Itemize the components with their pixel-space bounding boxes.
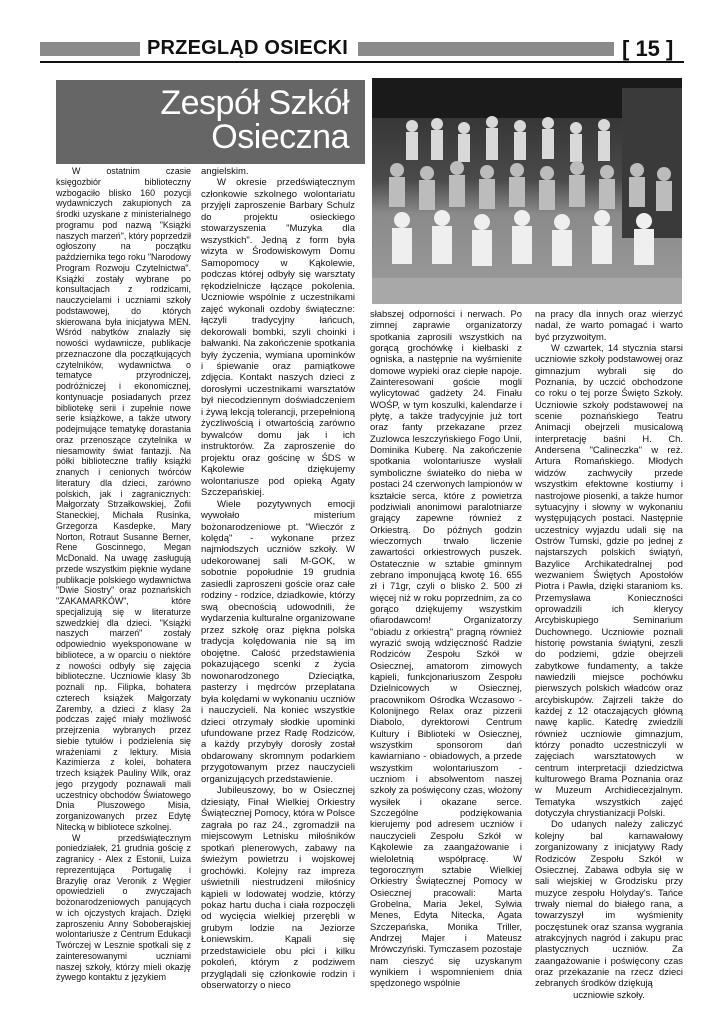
- header-bar-left: [40, 42, 140, 56]
- paragraph: angielskim.: [201, 166, 249, 177]
- newspaper-title: PRZEGLĄD OSIECKI: [147, 37, 348, 59]
- paragraph: W ostatnim czasie księgozbiór biblioteczny wzbogaciło blisko 160 pozycji wydawniczych zakupionych za środki uzyskane z ministerialnego programu pod nazwą "Książki naszych marzeń", który poprzedził ogłoszony na początku października tego roku "Narodowy Program Rozwoju Czytelnictwa". Książki zostały wybrane po konsultacjach z rodzicami, nauczycielami i uczniami szkoły podstawowej, do których skierowana była inicjatywa MEN. Wśród nabytków znalazły się nowości wydawnicze, publikacje przeznaczone dla początkujących czytelników, wydawnictwa o tematyce przyrodniczej, podróżniczej i ekonomicznej, kontynuacje posiadanych przez bibliotekę serii i zupełnie nowe serie książkowe, a także utwory podejmujące tematykę dorastania oraz przenoszące czytelnika w niesamowity świat fantazji. Na półki biblioteczne trafiły książki znanych i cenionych twórców literatury dla dzieci, zarówno polskich, jak i zagranicznych: Małgorzaty Strzałkowskiej, Zofii Staneckiej, Michała Rusinka, Grzegorza Kasdepke, Mary Norton, Rotraut Susanne Berner, Rene Goscinnego, Megan McDonald. Na uwagę zasługują przede wszystkim pięknie wydane publikacje polskiego wydawnictwa "Dwie Siostry" oraz poznańskich "ZAKAMARKÓW", które specjalizują się w literaturze szwedzkiej dla dzieci. "Książki naszych marzeń" zostały odpowiednio wyeksponowane w bibliotece, a w oparciu o niektóre z nowości odbyły się zajęcia biblioteczne. Uczniowie klasy 3b poznali np. Filipka, bohatera czterech książek Małgorzaty Zaremby, a dzieci z klasy 2a podczas zajęć miały możliwość przejrzenia wybranych przez siebie tytułów i podzielenia się wrażeniami z lektury. Misia Kazimierza z kolei, bohatera trzech książek Pauliny Wilk, oraz jego przygody poznawali mali uczestnicy obchodów Światowego Dnia Pluszowego Misia, zorganizowanych przez Edytę Nitecką w bibliotece szkolnej.: [56, 166, 191, 832]
- header-rule: [40, 61, 684, 63]
- text-column-2: [201, 166, 355, 992]
- paragraph: W przedświątecznym poniedziałek, 21 grudnia gościę z zagranicy - Alex z Estonii, Luiza reprezentująca Portugalię i Brazylię oraz Veronik z Węgier opowiedzieli o zwyczajach bożonarodzeniowych panujących w ich ojczystych krajach. Dzięki zaproszeniu Anny Soboberajskiej wolontariusze z Centrum Edukacji Twórczej w Lesznie spotkali się z zainteresowanymi uczniami naszej szkoły, którzy mieli okazję żywego kontaktu z językiem: [56, 832, 191, 983]
- text-column-3: [370, 308, 522, 989]
- text-column-1: [56, 166, 191, 983]
- article-headline: [56, 80, 365, 164]
- paragraph: Jubileuszowy, bo w Osiecznej dziesiąty, Finał Wielkiej Orkiestry Świątecznej Pomocy, która w Polsce zagrała po raz 24., zgromadził na miejscowym Letnisku miłośników spotkań plenerowych, zabawy na świeżym powietrzu i wojskowej grochówki. Kolejny raz impreza uświetnili niestrudzeni miłośnicy kąpieli w lodowatej wodzie, którzy pokaz hartu ducha i ciała rozpoczęli od wycięcia wielkiej przerębli w grubym lodzie na Jeziorze Łoniewskim. Kąpali się przedstawiciele obu płci i kilku pokoleń, którym z podziwem przyglądali się członkowie rodzin i obserwatorzy o nieco: [201, 785, 355, 992]
- closing-line: uczniowie szkoły.: [573, 988, 645, 1000]
- headline-line-2: Osieczna: [211, 118, 349, 156]
- group-photo: [372, 78, 682, 304]
- page-number: [ 15 ]: [622, 36, 674, 61]
- paragraph: W okresie przedświątecznym członkowie szkolnego wolontariatu przyjęli zaproszenie Barbary Schulz do projektu osieckiego stowarzyszenia "Muzyka dla wszystkich". Jedną z form była wizyta w Środowiskowym Domu Samopomocy w Kąkolewie, podczas której odbyły się warsztaty rękodzielnicze łączące pokolenia. Uczniowie wspólnie z uczestnikami zajęć wykonali ozdoby świąteczne: łączyli tradycyjny łańcuch, dekorowali bombki, szyli choinki i bałwanki. Na zakończenie spotkania były życzenia, wymiana upominków i śpiewanie oraz pamiątkowe zdjęcia. Kontakt naszych dzieci z dorosłymi uczestnikami warsztatów był niecodziennym doświadczeniem i żywą lekcją tolerancji, przepełnioną życzliwością i otwartością zarówno bywalców domu jak i ich instruktorów. Za zaproszenie do projektu oraz gościnę w ŚDS w Kąkolewie dziękujemy wolontariusze pod opieką Agaty Szczepańskiej.: [201, 177, 355, 499]
- paragraph: Do udanych należy zaliczyć kolejny bal karnawałowy zorganizowany z inicjatywy Rady Rodziców Zespołu Szkół w Osiecznej. Zabawa odbyła się w sali wiejskiej w Grodzisku przy muzyce zespołu Holyday's. Tańce trwały niemal do białego rana, a towarzyszył im wyśmienity poczęstunek oraz szansa wygrania atrakcyjnych nagród i zakupu prac plastycznych uczniów. Za zaangażowanie i poświęcony czas oraz przekazanie na rzecz dzieci zebranych środków dziękują: [535, 818, 683, 989]
- paragraph: W czwartek, 14 stycznia starsi uczniowie szkoły podstawowej oraz gimnazjum wybrali się do Poznania, by uczcić obchodzone co roku o tej porze Święto Szkoły. Uczniowie szkoły podstawowej na scenie poznańskiego Teatru Animacji obejrzeli musicalową interpretację baśni H. Ch. Andersena "Calineczka" w reż. Artura Romańskiego. Młodych widzów zachwyciły przede wszystkim efektowne kostiumy i nastrojowe piosenki, a także humor sytuacyjny i słowny w wykonaniu występujących postaci. Następnie uczestnicy wyjazdu udali się na Ostrów Tumski, gdzie po jednej z najstarszych polskich świątyń, Bazylice Archikatedralnej pod wezwaniem Świętych Apostołów Piotra i Pawła, dzięki staraniom ks. Przemysława Konieczności oprowadzili ich klerycy Arcybiskupiego Seminarium Duchownego. Uczniowie poznali historię powstania świątyni, zeszli do podziemi, gdzie obejrzeli zabytkowe fundamenty, a także nawiedzili miejsce pochówku pierwszych polskich władców oraz arcybiskupów. Zajrzeli także do każdej z 12 otaczających główną nawę kaplic. Katedrę zwiedzili również uczniowie gimnazjum, którzy ponadto uczestniczyli w zajęciach warsztatowych w centrum interpretacji dziedzictwa kulturowego Brama Poznania oraz w Muzeum Archidiecezjalnym. Tematyka wszystkich zajęć dotyczyła chrystianizacji Polski.: [535, 342, 683, 819]
- headline-line-1: Zespół Szkół: [160, 84, 349, 122]
- paragraph: Wiele pozytywnych emocji wywołało misterium bożonarodzeniowe pt. "Wieczór z kolędą" - wykonane przez najmłodszych uczniów szkoły. W udekorowanej sali M-GOK, w sobotnie popołudnie 19 grudnia zasiedli zaproszeni goście oraz całe rodziny - rodzice, dziadkowie, którzy swą obecnością udowodnili, że wydarzenia kulturalne organizowane przez szkołę oraz piękna polska tradycja kolędowania nie są im obojętne. Całość przedstawienia pokazującego scenki z życia nowonarodzonego Dzieciątka, pasterzy i mędrców przeplatana była kolędami w wykonaniu uczniów i nauczycieli. Na koniec wszystkie dzieci otrzymały słodkie upominki ufundowane przez Radę Rodziców, a każdy przybyły dorosły został obdarowany skromnym podarkiem przygotowanym przez nauczycieli organizujących przedstawienie.: [201, 498, 355, 785]
- text-column-4: [535, 308, 683, 1000]
- paragraph: słabszej odporności i nerwach. Po zimnej zaprawie organizatorzy spotkania zaprosili wszystkich na gorącą grochówkę i kiełbaski z ogniska, a następnie na wyśmienite domowe wypieki oraz ciepłe napoje. Zainteresowani goście mogli wylicytować gadżety 24. Finału WOŚP, w tym koszulki, kalendarze i płytę, a także tradycyjnie już tort oraz fanty przekazane przez Zuzlowca leszczyńskiego Fogo Unii, Dominika Kuberę. Na zakończenie spotkania wolontariusze wysłali symboliczne światełko do nieba w postaci 24 czerwonych lampionów w kształcie serca, które z powietrza podziwiali anonimowi paralotniarze grający zapewne również z Orkiestrą. Do późnych godzin wieczornych trwało liczenie zawartości orkiestrowych puszek. Ostatecznie w sztabie gminnym zebrano imponującą kwotę 16. 655 zł i 71gr, czyli o blisko 2. 500 zł więcej niż w roku poprzednim, za co gorąco dziękujemy wszystkim ofiarodawcom! Organizatorzy "obiadu z orkiestrą" pragną również wyrazić swoją wdzięczność Radzie Rodziców Zespołu Szkół w Osiecznej, amatorom zimowych kąpieli, funkcjonariuszom Zespołu Dzielnicowych w Osiecznej, pracownikom Ośrodka Wczasowo - Kolonijnego Relax oraz pizzerii Diabolo, dyrektorowi Centrum Kultury i Biblioteki w Osiecznej, wszystkim sponsorom dań kawiarniano - obiadowych, a przede wszystkim wolontariuszom - uczniom i absolwentom naszej szkoły za poświęcony czas, włożony wysiłek i okazane serce. Szczególne podziękowania kierujemy pod adresem uczniów i nauczycieli Zespołu Szkół w Kąkolewie za zaangażowanie i wieloletnią współpracę. W tegorocznym sztabie Wielkiej Orkiestry Świątecznej Pomocy w Osiecznej pracowali: Marta Grobelna, Maria Jekel, Sylwia Menes, Edyta Nitecka, Agata Szczepańska, Monika Triller, Andrzej Majer i Mateusz Mrówczyński. Tymczasem pozostaje nam cieszyć się uzyskanym wynikiem i wspomnieniem dnia spędzonego wspólnie: [370, 308, 522, 989]
- header-bar-right: [358, 42, 614, 56]
- paragraph: na pracy dla innych oraz wierzyć nadal, że warto pomagać i warto być przyzwoitym.: [535, 308, 683, 342]
